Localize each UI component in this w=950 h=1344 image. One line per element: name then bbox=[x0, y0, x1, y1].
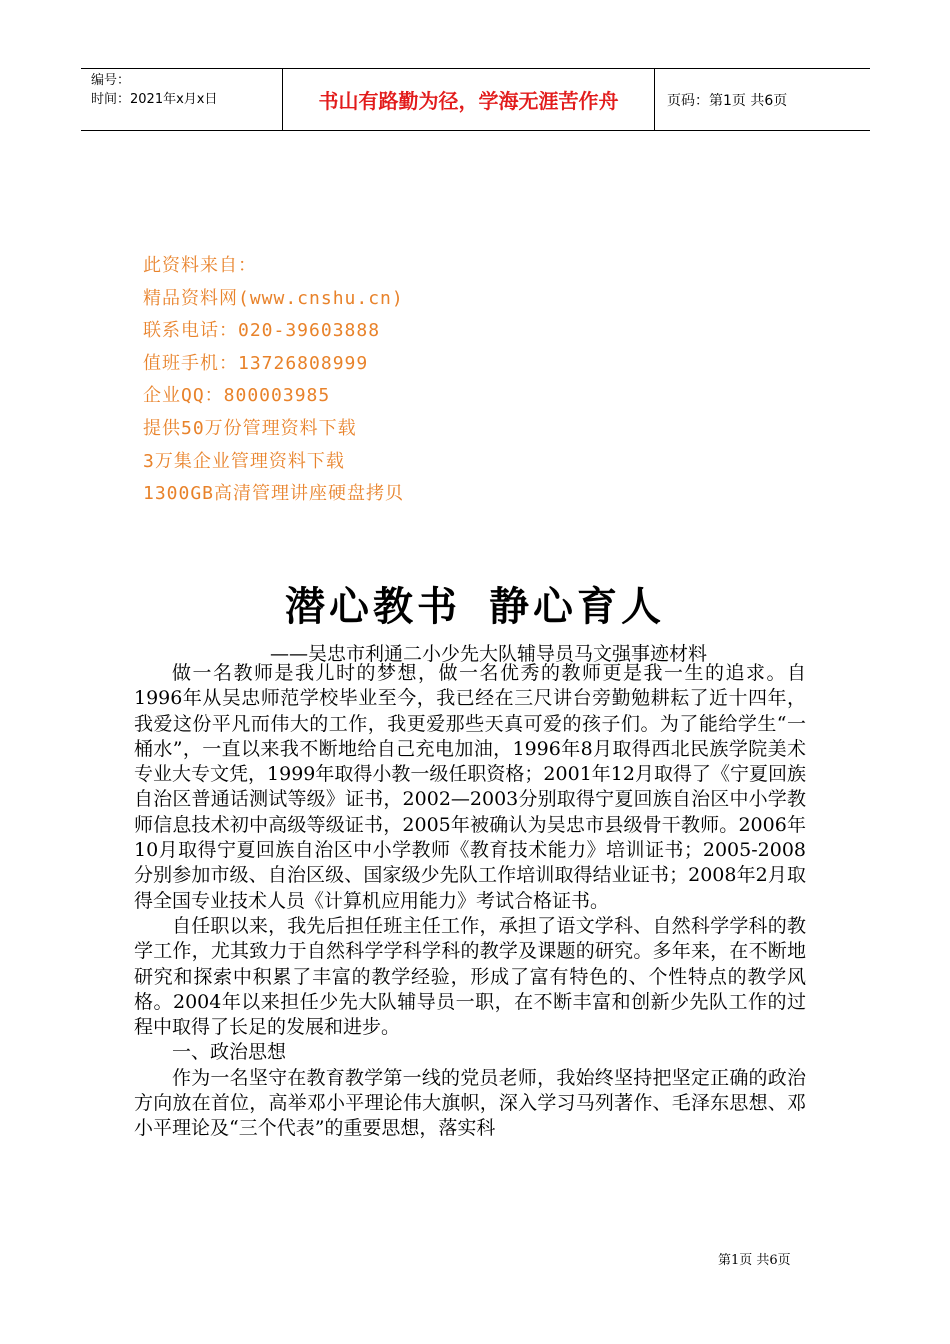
source-line: 3万集企业管理资料下载 bbox=[143, 450, 345, 472]
document-title: 潜心教书 静心育人 bbox=[285, 584, 665, 630]
source-line: 企业QQ：800003985 bbox=[143, 385, 331, 407]
source-line: 值班手机：13726808999 bbox=[143, 352, 369, 374]
header-page-info: 页码：第1页 共6页 bbox=[667, 92, 788, 109]
document-body bbox=[134, 661, 806, 1142]
source-info-block bbox=[143, 250, 404, 511]
header-meta bbox=[81, 69, 283, 130]
header-motto: 书山有路勤为径，学海无涯苦作舟 bbox=[283, 69, 655, 130]
time-label: 时间：2021年x月x日 bbox=[91, 92, 218, 107]
source-line: 1300GB高清管理讲座硬盘拷贝 bbox=[143, 483, 405, 505]
body-paragraph: 作为一名坚守在教育教学第一线的党员老师，我始终坚持把坚定正确的政治方向放在首位，高举邓小平理论伟大旗帜，深入学习马列著作、毛泽东思想、邓小平理论及“三个代表”的重要思想，落实科 bbox=[134, 1066, 806, 1140]
source-line: 联系电话：020-39603888 bbox=[143, 320, 381, 342]
page-footer: 第1页 共6页 bbox=[718, 1253, 791, 1268]
source-line: 提供50万份管理资料下载 bbox=[143, 417, 357, 439]
page-header bbox=[81, 68, 870, 131]
section-heading: 一、政治思想 bbox=[172, 1041, 287, 1064]
document-subtitle: ——吴忠市利通二小少先大队辅导员马文强事迹材料 bbox=[270, 643, 708, 665]
body-paragraph: 做一名教师是我儿时的梦想，做一名优秀的教师更是我一生的追求。自1996年从吴忠师范学校毕业至今，我已经在三尺讲台旁勤勉耕耘了近十四年，我爱这份平凡而伟大的工作，我更爱那些天真可爱的孩子们。为了能给学生“一桶水”，一直以来我不断地给自己充电加油，1996年8月取得西北民族学院美术专业大专文凭，1999年取得小教一级任职资格；2001年12月取得了《宁夏回族自治区普通话测试等级》证书，2002—2003分别取得宁夏回族自治区中小学教师信息技术初中高级等级证书，2005年被确认为吴忠市县级骨干教师。2006年10月取得宁夏回族自治区中小学教师《教育技术能力》培训证书；2005-2008分别参加市级、自治区级、国家级少先队工作培训取得结业证书；2008年2月取得全国专业技术人员《计算机应用能力》考试合格证书。 bbox=[134, 662, 806, 912]
source-line: 精品资料网(www.cnshu.cn) bbox=[143, 287, 404, 309]
body-paragraph: 自任职以来，我先后担任班主任工作，承担了语文学科、自然科学学科的教学工作，尤其致力于自然科学学科学科的教学及课题的研究。多年来，在不断地研究和探索中积累了丰富的教学经验，形成了富有特色的、个性特点的教学风格。2004年以来担任少先大队辅导员一职，在不断丰富和创新少先队工作的过程中取得了长足的发展和进步。 bbox=[134, 914, 806, 1039]
source-line: 此资料来自： bbox=[143, 255, 257, 276]
number-label: 编号： bbox=[91, 73, 131, 88]
